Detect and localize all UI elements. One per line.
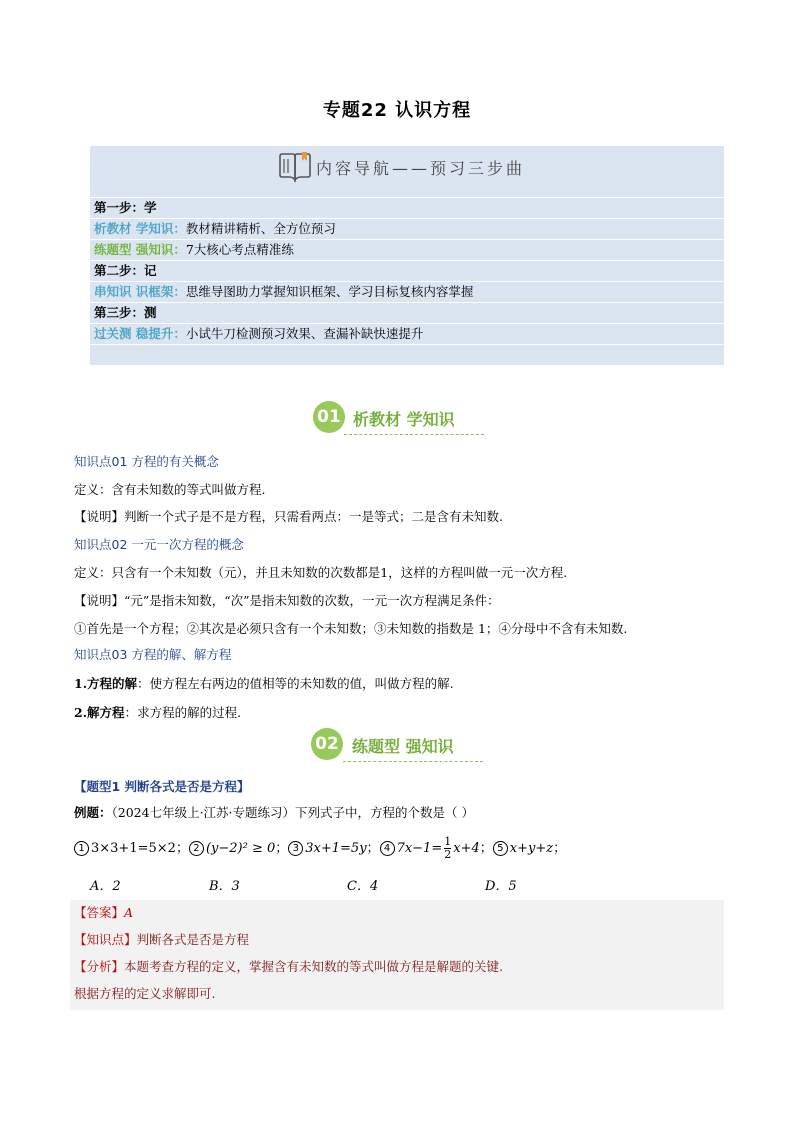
knowledge-point-2-conditions: ①首先是一个方程；②其次是必须只含有一个未知数；③未知数的指数是 1；④分母中不含有未知数. [74,621,628,636]
nav-row-framework [90,281,724,303]
section-number-badge: 01 [313,401,345,433]
nav-row-empty [90,344,724,365]
expr-1: 3×3+1=5×2 [91,841,176,856]
expr-4: 7x−1= [396,841,443,856]
nav-row-label: 第二步：记 [94,263,157,278]
section-underline [344,434,484,435]
nav-row-label: 析教材 学知识： [94,221,186,236]
answer-box [70,900,724,1010]
fraction-half: $\frac{1}{2}$ [444,835,452,861]
section-title: 析教材 学知识 [353,410,455,429]
nav-row-label: 串知识 识框架： [94,284,186,299]
section-01-header [0,401,794,437]
option-a[interactable]: A．2 [90,879,121,894]
option-b[interactable]: B．3 [209,879,240,894]
nav-row-label: 第三步：测 [94,305,157,320]
nav-row-label: 练题型 强知识： [94,242,186,257]
nav-row-textbook [90,218,724,240]
question-type-title: 【题型1 判断各式是否是方程】 [74,779,250,794]
book-icon [276,150,314,184]
nav-header [90,146,724,196]
nav-row-practice [90,239,724,261]
nav-row-label: 第一步：学 [94,200,157,215]
section-underline [343,761,483,762]
page-title: 专题22 认识方程 [322,100,472,121]
section-number-badge: 02 [311,728,343,760]
question-expressions: 1 3×3+1=5×2； 2 (y−2)² ≥ 0； 3 3x+1=5y； 4 7x−1= $\frac{1}{2}$ x+4； 5 x+y+z； [74,836,566,861]
nav-row-step2 [90,260,724,282]
expr-3: 3x+1=5y [305,841,367,856]
analysis-line-2: 根据方程的定义求解即可. [74,986,216,1001]
knowledge-point-1-definition: 定义：含有未知数的等式叫做方程. [74,482,266,497]
knowledge-point-line: 【知识点】判断各式是否是方程 [74,932,250,947]
expr-4-rest: x+4 [453,841,480,856]
section-title: 练题型 强知识 [352,737,454,756]
nav-row-step3 [90,302,724,324]
option-c[interactable]: C．4 [347,879,379,894]
nav-row-label: 过关测 稳提升： [94,326,186,341]
knowledge-point-2-note: 【说明】“元”是指未知数，“次”是指未知数的次数，一元一次方程满足条件： [74,593,500,608]
analysis-line: 【分析】本题考查方程的定义，掌握含有未知数的等式叫做方程是解题的关键. [74,959,503,974]
content-nav-box [90,146,724,365]
knowledge-point-3-title: 知识点03 方程的解、解方程 [74,647,232,662]
knowledge-point-2-title: 知识点02 一元一次方程的概念 [74,537,244,552]
expr-2: (y−2)² ≥ 0 [205,841,276,856]
option-d[interactable]: D．5 [485,879,517,894]
expr-5: x+y+z [509,841,554,856]
question-stem: 例题：（2024七年级上·江苏·专题练习）下列式子中，方程的个数是（ ） [74,805,474,820]
answer-line: 【答案】A [74,905,134,920]
nav-row-test [90,323,724,345]
nav-row-text: 7大核心考点精准练 [185,242,294,257]
section-02-header [0,728,794,764]
nav-row-text: 教材精讲精析、全方位预习 [185,221,336,236]
knowledge-point-3-line1: 1.方程的解：使方程左右两边的值相等的未知数的值，叫做方程的解. [74,676,454,691]
knowledge-point-1-note: 【说明】判断一个式子是不是方程，只需看两点：一是等式；二是含有未知数. [74,509,503,524]
nav-row-text: 小试牛刀检测预习效果、查漏补缺快速提升 [185,326,424,341]
knowledge-point-1-title: 知识点01 方程的有关概念 [74,454,219,469]
nav-row-step1 [90,197,724,219]
nav-row-text: 思维导图助力掌握知识框架、学习目标复核内容掌握 [185,284,474,299]
knowledge-point-3-line2: 2.解方程：求方程的解的过程. [74,705,242,720]
nav-title: 内容导航——预习三步曲 [316,159,526,178]
knowledge-point-2-definition: 定义：只含有一个未知数（元），并且未知数的次数都是1，这样的方程叫做一元一次方程. [74,565,568,580]
